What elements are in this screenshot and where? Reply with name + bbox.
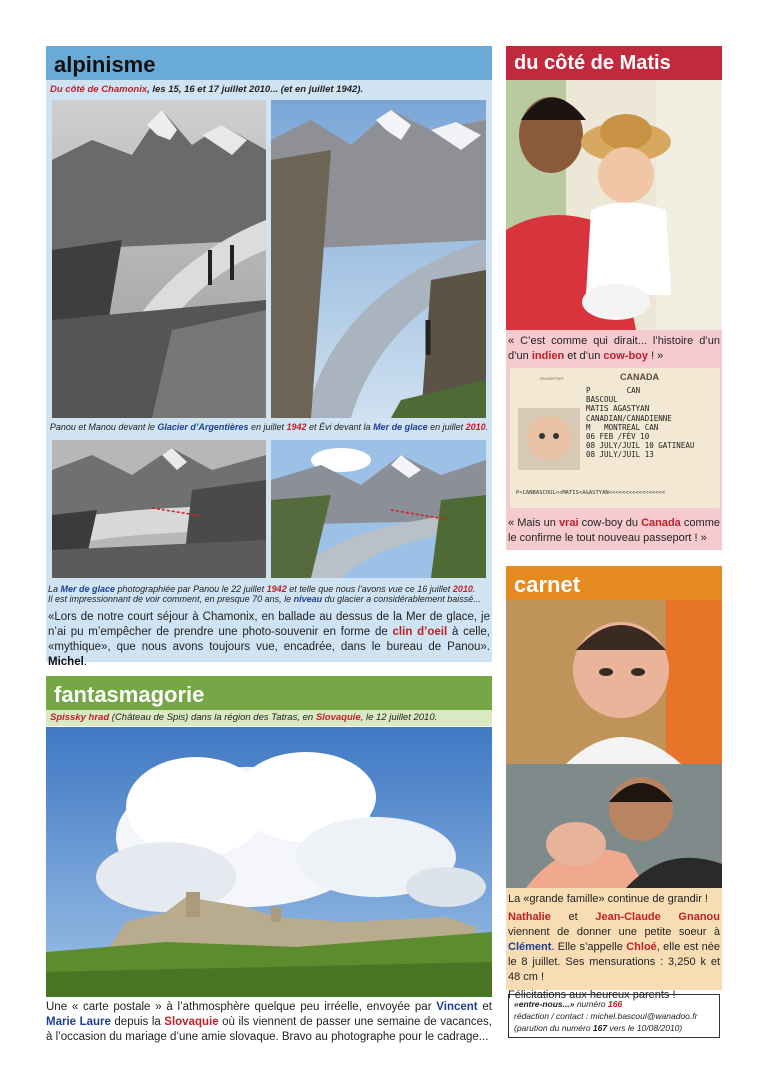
alp-body-clin: clin d’oeil <box>392 626 448 638</box>
fantas-body-slovaquie: Slovaquie <box>164 1016 219 1028</box>
carnet-text <box>508 892 720 1003</box>
alp-body-michel: Michel <box>48 656 84 668</box>
fantas-sub-t1: (Château de Spis) dans la région des Tatras, en <box>109 712 316 723</box>
cap2-t6: . <box>472 584 476 594</box>
photo-color-mer-de-glace <box>271 100 486 418</box>
footer-line2: rédaction / contact : michel.bascoul@wanadoo.fr <box>514 1011 698 1021</box>
fantas-header <box>46 676 492 710</box>
pp-issued: 08 JULY/JUIL 10 GATINEAU <box>586 441 695 451</box>
matis-quote2 <box>508 516 720 546</box>
photo-spissky-hrad <box>46 727 492 997</box>
footer-167: 167 <box>592 1023 608 1033</box>
carnet-p1: La «grande famille» continue de grandir ! <box>508 893 708 905</box>
cap1-mer: Mer de glace <box>373 422 428 432</box>
footer-line1 <box>514 998 714 1010</box>
fantas-body-marie: Marie Laure <box>46 1016 111 1028</box>
cap2-line2 <box>48 594 494 604</box>
caption-top-photos <box>46 422 492 432</box>
matis-title: du côté de Matis <box>514 52 671 74</box>
matis-quote1 <box>508 334 720 364</box>
q2-vrai: vrai <box>558 517 579 529</box>
carnet-t7: , elle est née le 8 juillet. Ses mensurations : 3,250 k et 48 cm ! <box>508 941 720 983</box>
carnet-t5: . Elle s’appelle <box>551 941 627 953</box>
q1-t2: et d’un <box>564 350 604 362</box>
pp-sex: M <box>586 422 591 432</box>
q1-t0: « C’est comme qui dirait... l’histoire d’un d’un <box>508 335 720 362</box>
cap1-t2: en juillet <box>248 422 287 432</box>
cap1-glacier: Glacier d’Argentières <box>157 422 249 432</box>
photo-bw-mer-de-glace-1942 <box>52 440 266 578</box>
footer-166: 166 <box>608 999 623 1009</box>
q2-t0: « Mais un <box>508 517 559 529</box>
passport-type-row <box>586 386 694 395</box>
pp-nationality: CANADIAN/CANADIENNE <box>586 413 672 423</box>
photo-clement-and-chloe <box>506 764 722 888</box>
caption-bottom-photos <box>46 584 494 604</box>
passport-fields <box>586 386 694 460</box>
footer-parution: (parution du numéro <box>514 1023 593 1033</box>
alpinisme-title: alpinisme <box>54 52 156 77</box>
fantas-body-vincent: Vincent <box>436 1001 478 1013</box>
alp-body-t0: «Lors de notre court séjour à Chamonix, en ballade au dessus de la Mer de glace, je n’ai pu m’empêcher de prendre une photo-souvenir en forme de <box>48 611 490 638</box>
footer-entre-nous: «entre-nous...» <box>514 999 575 1009</box>
cap1-1942: 1942 <box>286 422 307 432</box>
cap2-mer: Mer de glace <box>60 584 116 594</box>
footer-numero: numéro <box>574 999 609 1009</box>
footer-box <box>508 994 720 1038</box>
fantas-sub-castle: Spissky hrad <box>50 712 110 723</box>
photo-color-mer-de-glace-2010 <box>271 440 486 578</box>
carnet-p3: Félicitations aux heureux parents ! <box>508 989 676 1001</box>
pp-sex-row <box>586 423 694 432</box>
pp-dob: 06 FEB /FÉV 10 <box>586 432 650 442</box>
fantas-body-t4: depuis la <box>110 1016 165 1028</box>
cap1-t6: en juillet <box>427 422 466 432</box>
carnet-p2 <box>508 910 720 985</box>
matis-header <box>506 46 722 80</box>
carnet-chloe: Chloé <box>626 941 657 953</box>
passport-canada: CANADA <box>620 372 659 382</box>
q1-indien: indien <box>531 350 565 362</box>
fantas-subtitle <box>46 710 492 726</box>
q2-canada: Canada <box>641 517 681 529</box>
cap1-t0: Panou et Manou devant le <box>49 422 158 432</box>
cap2-t2: photographiée par Panou le 22 juillet <box>115 584 267 594</box>
passport-mrz: P<CANBASCOUL<<MATIS<AGASTYAN<<<<<<<<<<<<<<<<< <box>516 490 666 496</box>
cap2b-niveau: niveau <box>293 594 323 604</box>
passport-type: PASSEPORT <box>540 376 565 381</box>
alpinisme-subtitle <box>46 82 492 97</box>
fantas-sub-slovaquie: Slovaquie <box>315 712 361 723</box>
passport-baby-photo <box>518 408 580 470</box>
cap1-t8: . <box>485 422 489 432</box>
subtitle-dates: , les 15, 16 et 17 juillet 2010... (et en juillet 1942). <box>147 84 364 95</box>
pp-surname: BASCOUL <box>586 395 618 405</box>
cap2b-t2: du glacier a considérablement baissé... <box>322 594 481 604</box>
pp-p: P <box>586 386 591 395</box>
carnet-title: carnet <box>514 572 581 597</box>
fantas-title: fantasmagorie <box>54 682 205 707</box>
alp-body-t2: à celle, «mythique», que nous avons toujours vue, encadrée, dans le bureau de Panou». <box>48 626 490 653</box>
carnet-nathalie: Nathalie <box>508 911 551 923</box>
pp-place: MONTREAL CAN <box>604 422 659 432</box>
cap2-2010: 2010 <box>452 584 473 594</box>
pp-expiry: 08 JULY/JUIL 13 <box>586 450 654 460</box>
alp-body-t4: . <box>83 656 87 668</box>
carnet-jc: Jean-Claude Gnanou <box>595 911 720 923</box>
alpinisme-body <box>48 610 490 670</box>
footer-date: vers le 10/08/2010) <box>607 1023 683 1033</box>
photo-father-and-baby <box>506 80 722 330</box>
carnet-header <box>506 566 722 600</box>
photo-bw-glacier-argentieres <box>52 100 266 418</box>
carnet-t3: viennent de donner une petite soeur à <box>508 926 720 938</box>
alpinisme-header <box>46 46 492 80</box>
pp-given: MATIS AGASTYAN <box>586 404 650 414</box>
fantas-body-t0: Une « carte postale » à l’athmosphère quelque peu irréelle, envoyée par <box>46 1001 437 1013</box>
carnet-t1: et <box>550 911 596 923</box>
cap2-1942: 1942 <box>266 584 287 594</box>
footer-line3 <box>514 1022 714 1034</box>
q1-cowboy: cow-boy <box>603 350 649 362</box>
q2-t2: cow-boy du <box>578 517 642 529</box>
q1-t4: ! » <box>648 350 664 362</box>
fantas-body-t2: et <box>477 1001 492 1013</box>
cap2-t0: La <box>48 584 61 594</box>
cap1-t4: et Évi devant la <box>306 422 374 432</box>
q2-t4: comme le confirme le tout nouveau passeport ! » <box>508 517 720 544</box>
fantas-sub-t3: , le 12 juillet 2010. <box>360 712 438 723</box>
fantas-body-t6: où ils viennent de passer une semaine de vacances, à l’occasion du mariage d’une amie slovaque. Bravo au photographe pour le cadrage... <box>46 1016 492 1043</box>
subtitle-place: Du côté de Chamonix <box>50 84 148 95</box>
cap2b-t0: Il est impressionnant de voir comment, en presque 70 ans, le <box>48 594 294 604</box>
cap1-2010: 2010 <box>465 422 486 432</box>
photo-newborn <box>506 600 722 764</box>
carnet-clement: Clément <box>508 941 552 953</box>
fantas-body <box>46 1000 492 1045</box>
passport-image <box>510 368 720 508</box>
cap2-line1 <box>48 584 494 594</box>
pp-can: CAN <box>626 386 641 395</box>
cap2-t4: et telle que nous l’avons vue ce 16 juillet <box>286 584 453 594</box>
